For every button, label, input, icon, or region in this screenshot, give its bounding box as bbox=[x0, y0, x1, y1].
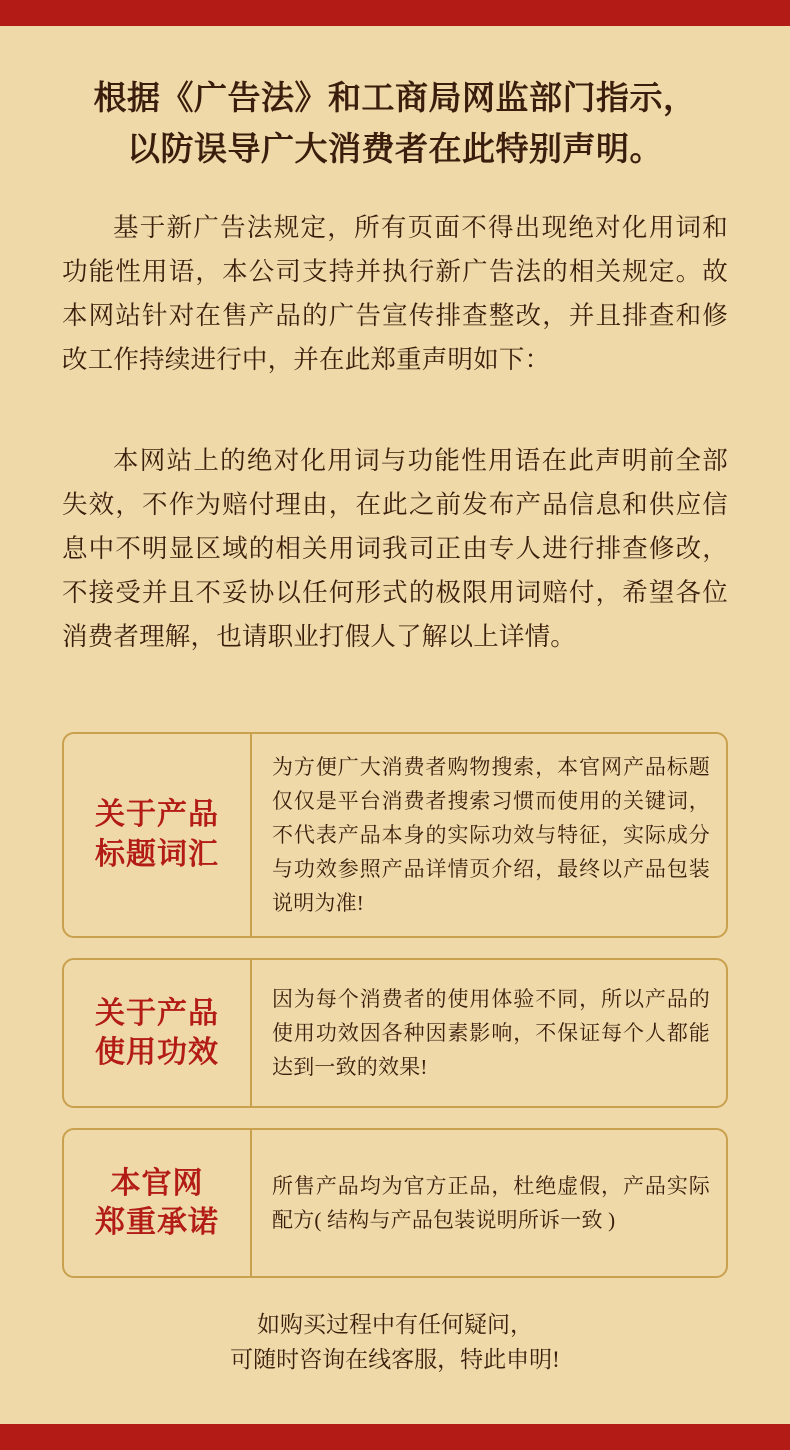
statement-card-body: 因为每个消费者的使用体验不同，所以产品的使用功效因各种因素影响，不保证每个人都能达到一致的效果! bbox=[272, 987, 710, 1080]
statement-card-list bbox=[62, 732, 728, 1278]
statement-card-label-line-2: 标题词汇 bbox=[95, 838, 219, 872]
statement-card-label bbox=[64, 1130, 252, 1276]
statement-card-label-line-2: 郑重承诺 bbox=[95, 1206, 219, 1240]
footer-note-line-2: 可随时咨询在线客服，特此申明! bbox=[230, 1346, 560, 1372]
bottom-red-bar bbox=[0, 1424, 790, 1450]
statement-paragraph-2: 本网站上的绝对化用词与功能性用语在此声明前全部失效，不作为赔付理由，在此之前发布产品信息和供应信息中不明显区域的相关用词我司正由专人进行排查修改，不接受并且不妥协以任何形式的极限用词赔付，希望各位消费者理解，也请职业打假人了解以上详情。 bbox=[62, 446, 728, 651]
statement-card-label bbox=[64, 960, 252, 1106]
statement-card-label-line-2: 使用功效 bbox=[95, 1036, 219, 1070]
statement-card-product-title bbox=[62, 732, 728, 938]
statement-card-label-line-1: 关于产品 bbox=[95, 996, 219, 1030]
footer-note bbox=[62, 1308, 728, 1387]
statement-card-product-effect bbox=[62, 958, 728, 1108]
top-red-bar bbox=[0, 0, 790, 26]
footer-note-line-1: 如购买过程中有任何疑问， bbox=[257, 1312, 533, 1338]
page-title-line-1: 根据《广告法》和工商局网监部门指示， bbox=[93, 81, 697, 117]
statement-card-label-line-1: 关于产品 bbox=[95, 798, 219, 832]
page-title-line-2: 以防误导广大消费者在此特别声明。 bbox=[127, 132, 663, 169]
statement-paragraph-1: 基于新广告法规定，所有页面不得出现绝对化用词和功能性用语，本公司支持并执行新广告法的相关规定。故本网站针对在售产品的广告宣传排查整改，并且排查和修改工作持续进行中，并在此郑重声明如下： bbox=[62, 213, 728, 374]
statement-card-label bbox=[64, 734, 252, 936]
page-title bbox=[62, 74, 728, 176]
statement-card-body: 所售产品均为官方正品，杜绝虚假，产品实际配方( 结构与产品包装说明所诉一致 ) bbox=[272, 1174, 710, 1233]
page-content bbox=[0, 26, 790, 1424]
statement-card-body: 为方便广大消费者购物搜索，本官网产品标题仅仅是平台消费者搜索习惯而使用的关键词，不代表产品本身的实际功效与特征，实际成分与功效参照产品详情页介绍，最终以产品包装说明为准! bbox=[272, 755, 710, 916]
statement-card-official-promise bbox=[62, 1128, 728, 1278]
statement-card-label-line-1: 本官网 bbox=[110, 1166, 204, 1200]
